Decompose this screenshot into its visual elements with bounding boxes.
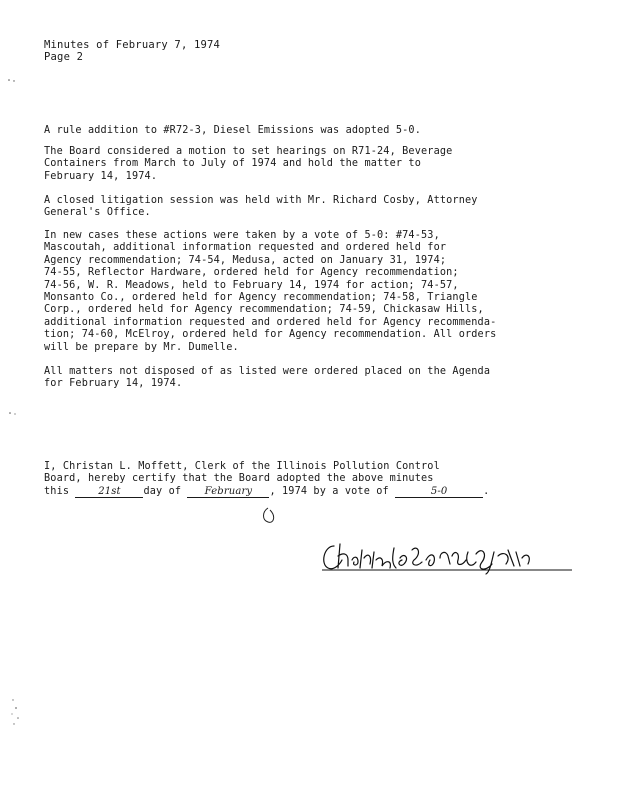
text-line: additional information requested and ordered held for Agency recommenda- (44, 316, 497, 328)
text-line: Board, hereby certify that the Board adopted the above minutes (44, 473, 434, 485)
text-line: General's Office. (44, 207, 151, 219)
text-fragment: day of (143, 485, 182, 497)
pen-mark (264, 508, 274, 522)
page-header (44, 39, 220, 63)
scan-speck (9, 412, 11, 414)
minutes-date-line: Minutes of February 7, 1974 (44, 39, 221, 51)
text-fragment: . (483, 485, 490, 497)
clerk-certification (44, 461, 584, 498)
text-line: February 14, 1974. (44, 170, 158, 182)
text-line: A rule addition to #R72-3, Diesel Emissions was adopted 5-0. (44, 125, 422, 136)
scan-speck (13, 80, 14, 81)
paragraph-litigation-session (44, 195, 584, 220)
paragraph-beverage-containers (44, 146, 584, 183)
page-number-line: Page 2 (44, 51, 84, 63)
text-line: In new cases these actions were taken by a vote of 5-0: #74-53, (44, 230, 440, 241)
text-line: I, Christan L. Moffett, Clerk of the Illinois Pollution Control (44, 461, 440, 472)
text-line: Containers from March to July of 1974 and hold the matter to (44, 158, 422, 170)
text-line: Mascoutah, additional information requested and ordered held for (44, 242, 447, 254)
paragraph-matters-placed (44, 366, 584, 391)
text-line: will be prepare by Mr. Dumelle. (44, 341, 239, 353)
day-blank-handwritten: 21st (75, 486, 143, 498)
scan-speck (14, 413, 15, 414)
text-fragment: , 1974 by a vote of (269, 485, 389, 497)
vote-blank-handwritten: 5-0 (395, 486, 483, 498)
month-blank-handwritten: February (187, 486, 269, 498)
text-line: A closed litigation session was held with Mr. Richard Cosby, Attorney (44, 195, 478, 206)
paragraph-rule-addition (44, 125, 584, 137)
text-line: for February 14, 1974. (44, 378, 183, 390)
certification-fill-line (44, 486, 584, 498)
text-line: The Board considered a motion to set hearings on R71-24, Beverage (44, 146, 453, 157)
text-line: Agency recommendation; 74-54, Medusa, acted on January 31, 1974; (44, 254, 447, 266)
scan-speck (12, 699, 13, 700)
scan-speck (15, 707, 17, 709)
scan-speck (11, 713, 12, 714)
text-line: Monsanto Co., ordered held for Agency recommendation; 74-58, Triangle (44, 292, 478, 304)
text-line: All matters not disposed of as listed were ordered placed on the Agenda (44, 366, 491, 377)
clerk-signature (316, 538, 576, 578)
scan-speck (8, 79, 10, 81)
paragraph-new-cases (44, 230, 584, 354)
text-line: tion; 74-60, McElroy, ordered held for Agency recommendation. All orders (44, 329, 497, 341)
text-line: 74-55, Reflector Hardware, ordered held for Agency recommendation; (44, 267, 459, 279)
text-fragment: this (44, 485, 70, 497)
text-line: Corp., ordered held for Agency recommendation; 74-59, Chickasaw Hills, (44, 304, 484, 316)
scan-speck (17, 717, 19, 719)
text-line: 74-56, W. R. Meadows, held to February 14, 1974 for action; 74-57, (44, 279, 459, 291)
scan-speck (13, 723, 14, 724)
